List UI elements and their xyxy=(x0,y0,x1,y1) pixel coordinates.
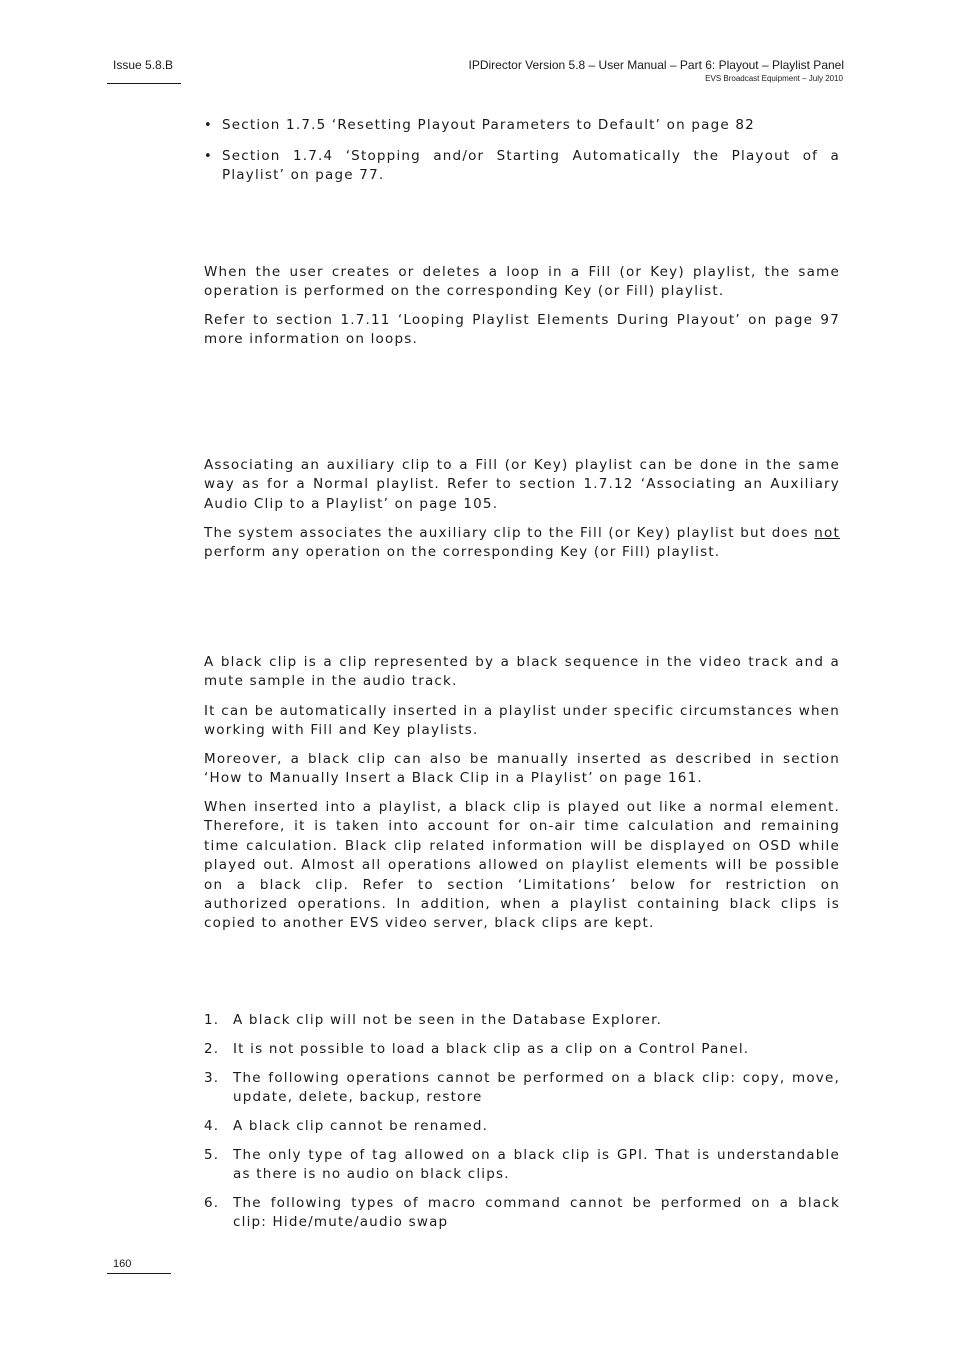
aux-text-before: The system associates the auxiliary clip to the Fill (or Key) playlist but does xyxy=(204,525,815,541)
bullet-marker: • xyxy=(204,118,212,133)
header-title: IPDirector Version 5.8 – User Manual – Part 6: Playout – Playlist Panel xyxy=(468,58,844,72)
list-number: 3. xyxy=(204,1070,220,1086)
aux-text-after: perform any operation on the corresponding Key (or Fill) playlist. xyxy=(204,544,721,561)
page-number: 160 xyxy=(113,1258,132,1270)
list-number: 5. xyxy=(204,1147,220,1163)
bullet-item-stop-start-playout: Section 1.7.4 ‘Stopping and/or Starting Automatically the Playout of a Playlist’ on page 77. xyxy=(222,148,840,184)
limitation-item: A black clip will not be seen in the Database Explorer. xyxy=(233,1012,663,1028)
footer-divider xyxy=(107,1273,171,1274)
bullet-marker: • xyxy=(204,149,212,164)
limitation-item: The following types of macro command cannot be performed on a black clip: Hide/mute/audio swap xyxy=(233,1195,840,1231)
loops-paragraph-1: When the user creates or deletes a loop in a Fill (or Key) playlist, the same operation is performed on the corresponding Key (or Fill) playlist. xyxy=(204,264,840,300)
limitation-item: A black clip cannot be renamed. xyxy=(233,1118,489,1134)
aux-paragraph-1: Associating an auxiliary clip to a Fill (or Key) playlist can be done in the same way as for a Normal playlist. Refer to section 1.7.12 ‘Associating an Auxiliary Audio Clip to a Playlist’ on page 105. xyxy=(204,457,840,512)
list-number: 1. xyxy=(204,1012,220,1028)
limitation-item: The only type of tag allowed on a black clip is GPI. That is understandable as there is no audio on black clips. xyxy=(233,1147,840,1183)
black-clip-paragraph-2: It can be automatically inserted in a playlist under specific circumstances when working with Fill and Key playlists. xyxy=(204,703,840,739)
black-clip-paragraph-1: A black clip is a clip represented by a black sequence in the video track and a mute sample in the audio track. xyxy=(204,654,840,690)
header-issue: Issue 5.8.B xyxy=(113,58,174,72)
bullet-item-reset-parameters: Section 1.7.5 ‘Resetting Playout Parameters to Default’ on page 82 xyxy=(222,117,755,133)
header-divider xyxy=(107,83,181,84)
limitation-item: It is not possible to load a black clip as a clip on a Control Panel. xyxy=(233,1041,750,1057)
aux-paragraph-2 xyxy=(204,524,840,563)
black-clip-paragraph-4: When inserted into a playlist, a black clip is played out like a normal element. Therefore, it is taken into account for on-air time calculation and remaining time calculation. Black clip related information will be displayed on OSD while played out. Almost all operations allowed on playlist elements will be possible on a black clip. Refer to section ‘Limitations’ below for restriction on authorized operations. In addition, when a playlist containing black clips is copied to another EVS video server, black clips are kept. xyxy=(204,799,840,932)
loops-paragraph-2: Refer to section 1.7.11 ‘Looping Playlist Elements During Playout’ on page 97 more information on loops. xyxy=(204,312,840,348)
list-number: 6. xyxy=(204,1195,220,1211)
list-number: 4. xyxy=(204,1118,220,1134)
black-clip-paragraph-3: Moreover, a black clip can also be manually inserted as described in section ‘How to Manually Insert a Black Clip in a Playlist’ on page 161. xyxy=(204,751,840,787)
list-number: 2. xyxy=(204,1041,220,1057)
aux-underlined-not: not xyxy=(814,525,840,541)
limitation-item: The following operations cannot be performed on a black clip: copy, move, update, delete, backup, restore xyxy=(233,1070,840,1106)
header-subtitle: EVS Broadcast Equipment – July 2010 xyxy=(705,74,843,83)
